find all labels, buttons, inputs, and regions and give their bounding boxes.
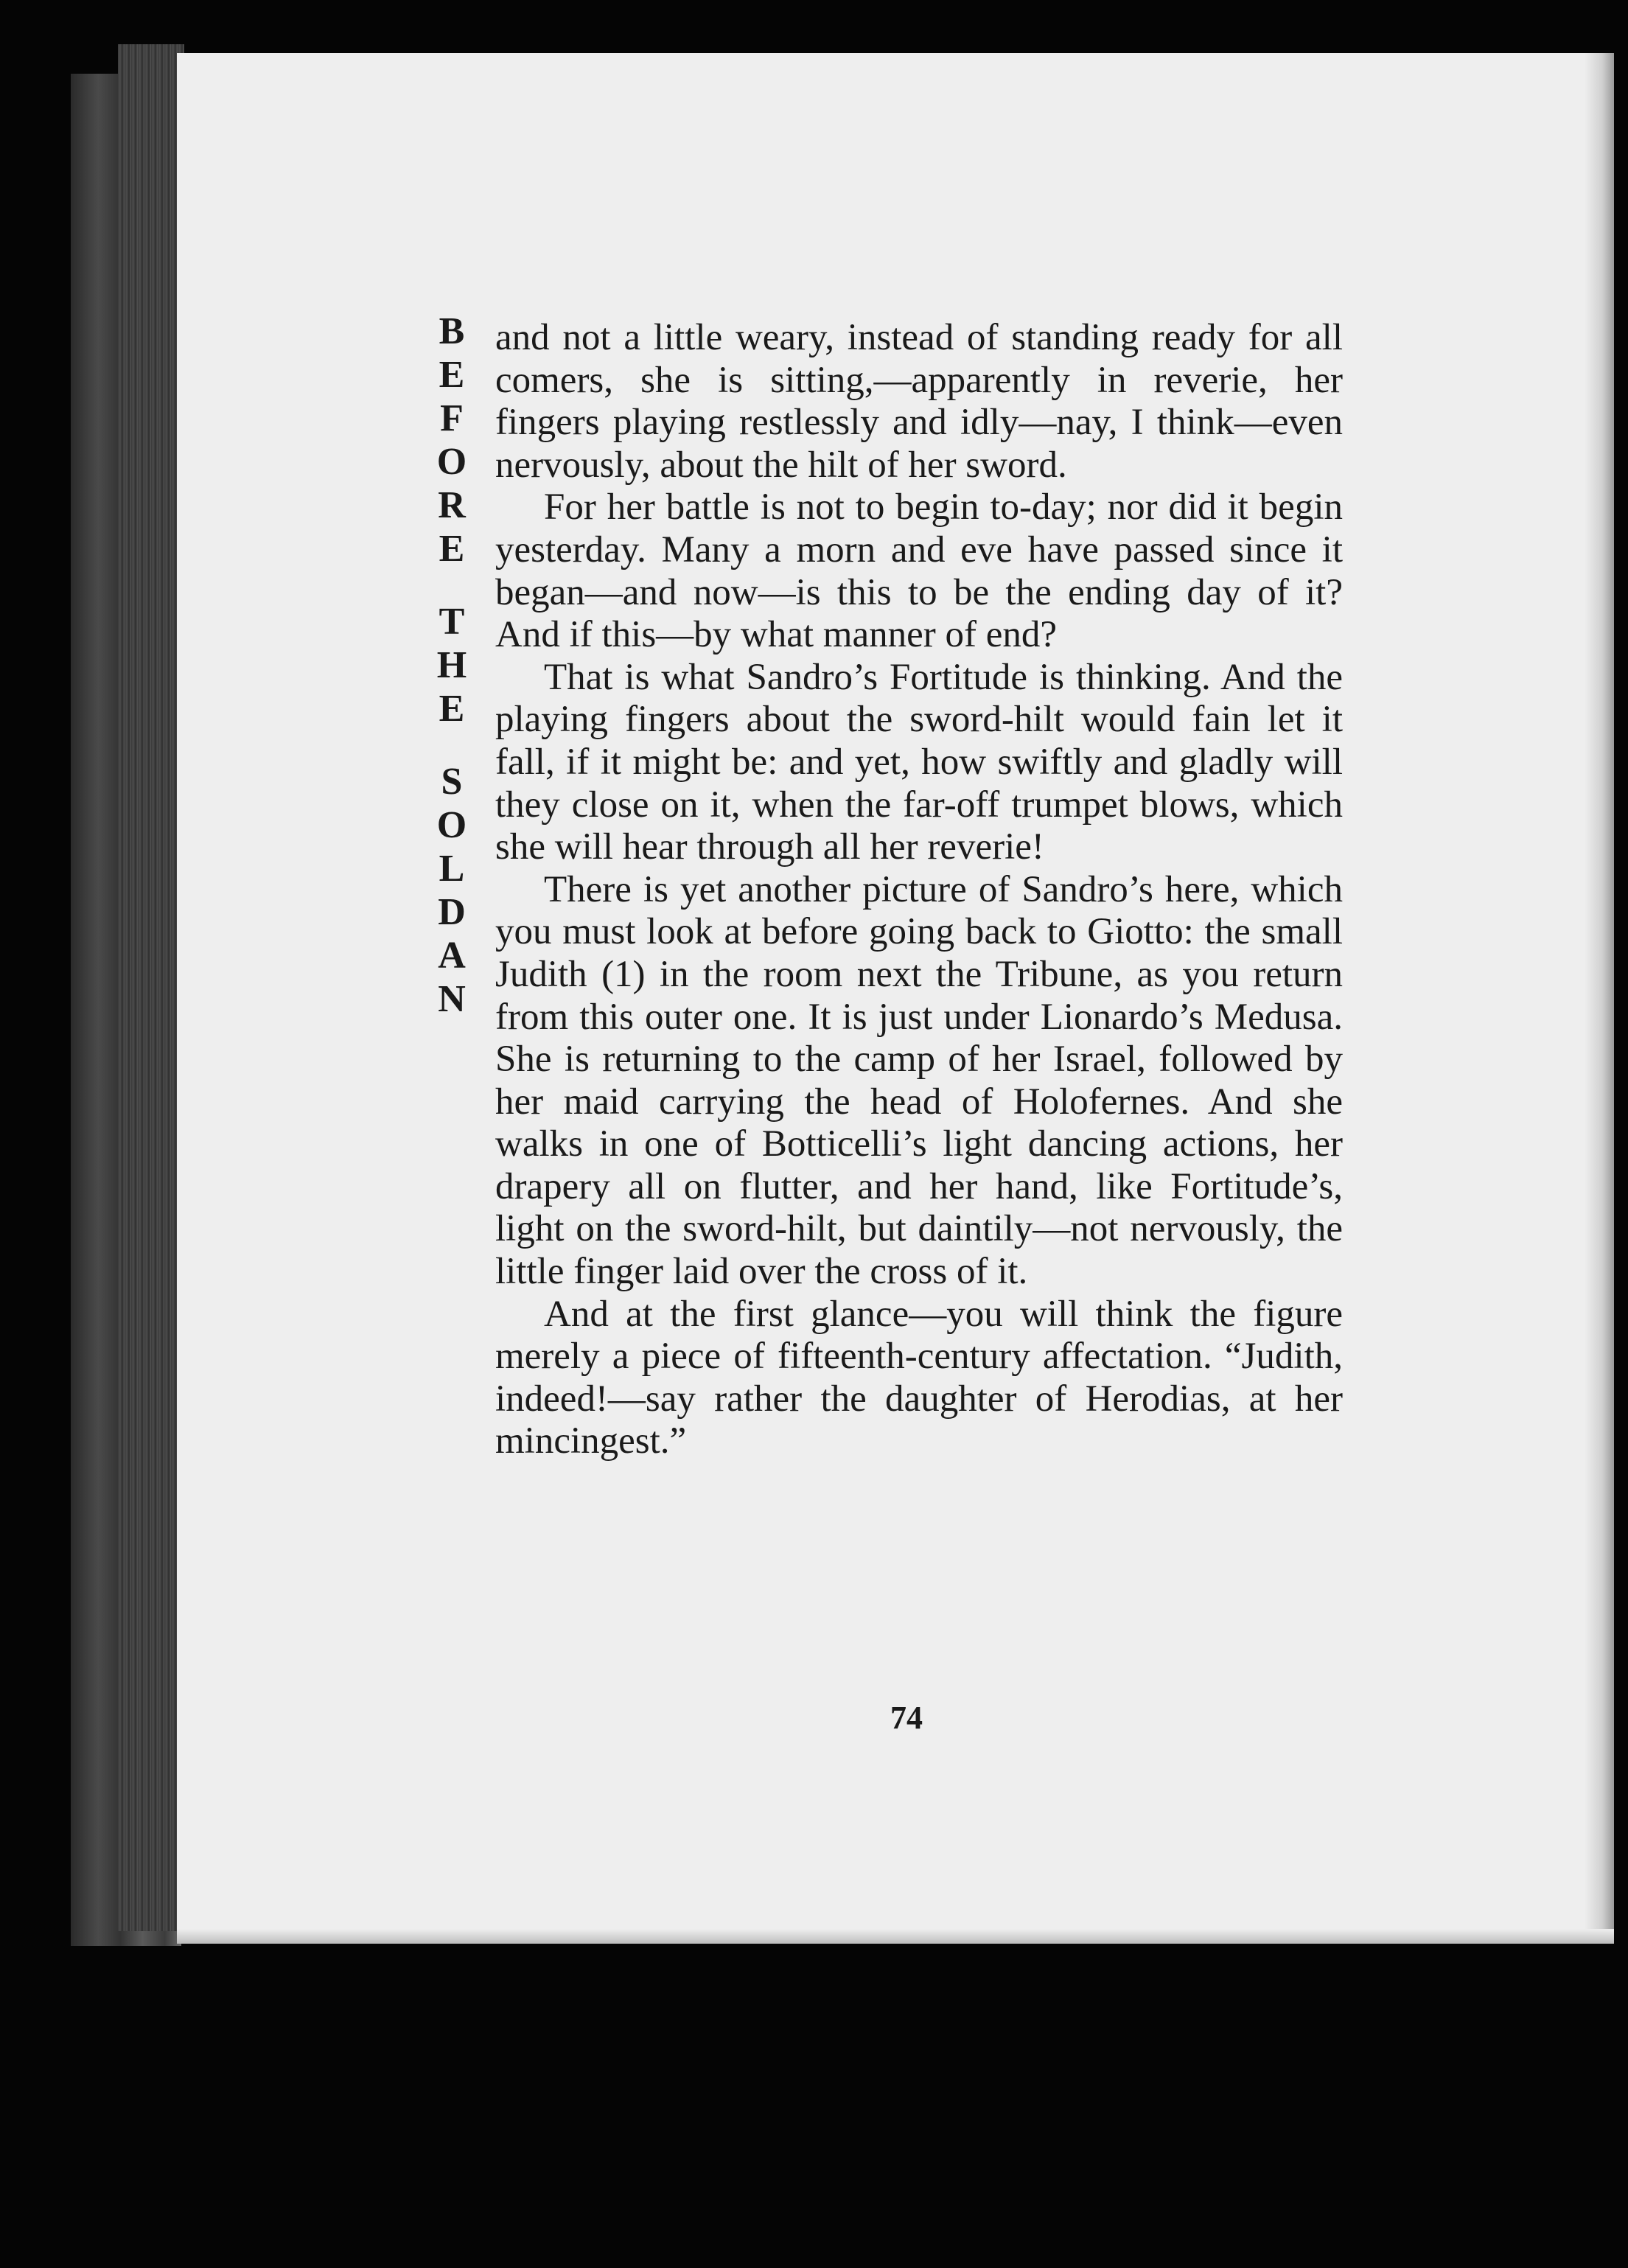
page-number: 74 — [890, 1700, 923, 1736]
margin-letter: E — [439, 688, 465, 730]
body-text — [495, 317, 1343, 1463]
word-gap — [426, 571, 478, 600]
margin-letter: D — [438, 891, 466, 933]
margin-letter: F — [440, 397, 464, 439]
margin-letter: S — [441, 761, 463, 803]
paragraph: There is yet another picture of Sandro’s here, which you must look at before going back to Giotto: the small Judith (1) in the room next the Tribune, as you return from this outer one. It is just under Lionardo’s Medusa. She is returning to the camp of her Israel, followed by her maid carrying the head of Holofernes. And she walks in one of Botticelli’s light dancing actions, her drapery all on flutter, and her hand, like Fortitude’s, light on the sword-hilt, but daintily—not nervously, the little finger laid over the cross of it. — [495, 868, 1343, 1293]
margin-letter: H — [436, 644, 467, 686]
paragraph: For her battle is not to begin to-day; nor did it begin yesterday. Many a morn and eve have passed since it began—and now—is this to be the ending day of it? And if this—by what manner of end? — [495, 486, 1343, 656]
margin-letter: E — [439, 354, 465, 396]
margin-letter: O — [436, 804, 467, 846]
word-gap — [426, 730, 478, 760]
margin-letter: R — [438, 484, 466, 526]
margin-letter: L — [439, 848, 465, 890]
margin-letter: N — [438, 978, 466, 1020]
page-bottom-shadow — [177, 1929, 1614, 1944]
margin-letter: O — [436, 441, 467, 483]
margin-letter: A — [438, 935, 466, 977]
vertical-margin-title — [426, 310, 478, 1021]
paragraph: And at the first glance—you will think the figure merely a piece of fifteenth-century affectation. “Judith, indeed!—say rather the daughter of Herodias, at her mincingest.” — [495, 1293, 1343, 1462]
margin-letter: E — [439, 528, 465, 570]
page-stack-edge — [118, 44, 184, 1931]
paragraph: That is what Sandro’s Fortitude is thinking. And the playing fingers about the sword-hilt would fain let it fall, if it might be: and yet, how swiftly and gladly will they close on it, when the far-off trumpet blows, which she will hear through all her reverie! — [495, 656, 1343, 868]
margin-letter: B — [439, 310, 465, 352]
page-gutter-shadow — [1585, 53, 1614, 1944]
paragraph: and not a little weary, instead of standing ready for all comers, she is sitting,—apparently in reverie, her fingers playing restlessly and idly—nay, I think—even nervously, about the hilt of her sword. — [495, 317, 1343, 486]
margin-letter: T — [439, 601, 465, 643]
